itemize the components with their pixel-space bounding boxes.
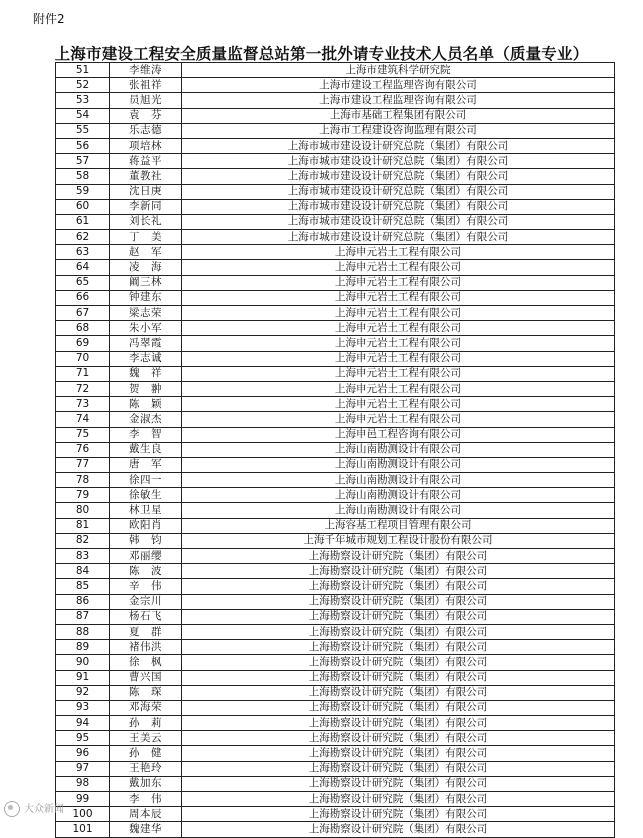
row-number: 51 xyxy=(56,63,110,78)
employer-unit: 上海勘察设计研究院（集团）有限公司 xyxy=(182,624,615,639)
person-name: 梁志荣 xyxy=(110,306,182,321)
person-name: 褚伟洪 xyxy=(110,640,182,655)
row-number: 81 xyxy=(56,518,110,533)
person-name: 王美云 xyxy=(110,731,182,746)
person-name: 丁 美 xyxy=(110,230,182,245)
person-name: 曹兴国 xyxy=(110,670,182,685)
person-name: 徐 枫 xyxy=(110,655,182,670)
person-name: 袁 芬 xyxy=(110,108,182,123)
person-name: 金宗川 xyxy=(110,594,182,609)
employer-unit: 上海勘察设计研究院（集团）有限公司 xyxy=(182,700,615,715)
table-row xyxy=(56,260,615,275)
person-name: 孙 莉 xyxy=(110,716,182,731)
table-row xyxy=(56,670,615,685)
table-row xyxy=(56,457,615,472)
row-number: 64 xyxy=(56,260,110,275)
table-row xyxy=(56,655,615,670)
employer-unit: 上海市建筑科学研究院 xyxy=(182,63,615,78)
person-name: 欧阳肖 xyxy=(110,518,182,533)
watermark-logo-icon xyxy=(4,801,20,817)
employer-unit: 上海山南勘测设计有限公司 xyxy=(182,457,615,472)
employer-unit: 上海申元岩土工程有限公司 xyxy=(182,321,615,336)
row-number: 88 xyxy=(56,624,110,639)
table-row xyxy=(56,290,615,305)
person-name: 李 伟 xyxy=(110,792,182,807)
row-number: 101 xyxy=(56,822,110,837)
table-row xyxy=(56,609,615,624)
person-name: 李新同 xyxy=(110,199,182,214)
row-number: 79 xyxy=(56,488,110,503)
row-number: 84 xyxy=(56,564,110,579)
row-number: 53 xyxy=(56,93,110,108)
table-row xyxy=(56,230,615,245)
employer-unit: 上海市工程建设咨询监理有限公司 xyxy=(182,123,615,138)
employer-unit: 上海山南勘测设计有限公司 xyxy=(182,488,615,503)
person-name: 魏 祥 xyxy=(110,366,182,381)
source-watermark xyxy=(4,800,84,820)
row-number: 54 xyxy=(56,108,110,123)
employer-unit: 上海市城市建设设计研究总院（集团）有限公司 xyxy=(182,184,615,199)
employer-unit: 上海勘察设计研究院（集团）有限公司 xyxy=(182,564,615,579)
person-name: 钟建东 xyxy=(110,290,182,305)
person-name: 员旭光 xyxy=(110,93,182,108)
table-row xyxy=(56,351,615,366)
employer-unit: 上海市城市建设设计研究总院（集团）有限公司 xyxy=(182,169,615,184)
row-number: 57 xyxy=(56,154,110,169)
person-name: 陈 波 xyxy=(110,564,182,579)
employer-unit: 上海市建设工程监理咨询有限公司 xyxy=(182,78,615,93)
table-row xyxy=(56,442,615,457)
row-number: 70 xyxy=(56,351,110,366)
employer-unit: 上海勘察设计研究院（集团）有限公司 xyxy=(182,807,615,822)
employer-unit: 上海市城市建设设计研究总院（集团）有限公司 xyxy=(182,199,615,214)
employer-unit: 上海山南勘测设计有限公司 xyxy=(182,442,615,457)
employer-unit: 上海勘察设计研究院（集团）有限公司 xyxy=(182,640,615,655)
employer-unit: 上海勘察设计研究院（集团）有限公司 xyxy=(182,761,615,776)
person-name: 张祖祥 xyxy=(110,78,182,93)
table-row xyxy=(56,594,615,609)
employer-unit: 上海勘察设计研究院（集团）有限公司 xyxy=(182,579,615,594)
row-number: 59 xyxy=(56,184,110,199)
table-row xyxy=(56,306,615,321)
watermark-text: 大众新闻 xyxy=(24,804,64,815)
row-number: 52 xyxy=(56,78,110,93)
attachment-label: 附件2 xyxy=(33,12,65,26)
row-number: 61 xyxy=(56,214,110,229)
row-number: 89 xyxy=(56,640,110,655)
row-number: 100 xyxy=(56,807,110,822)
table-row xyxy=(56,700,615,715)
person-name: 王艳玲 xyxy=(110,761,182,776)
employer-unit: 上海勘察设计研究院（集团）有限公司 xyxy=(182,776,615,791)
table-row xyxy=(56,533,615,548)
person-name: 金淑杰 xyxy=(110,412,182,427)
row-number: 77 xyxy=(56,457,110,472)
row-number: 71 xyxy=(56,366,110,381)
person-name: 凌 海 xyxy=(110,260,182,275)
table-row xyxy=(56,199,615,214)
table-row xyxy=(56,488,615,503)
person-name: 李 智 xyxy=(110,427,182,442)
table-row xyxy=(56,321,615,336)
person-name: 林卫星 xyxy=(110,503,182,518)
row-number: 86 xyxy=(56,594,110,609)
person-name: 赵 军 xyxy=(110,245,182,260)
employer-unit: 上海申元岩土工程有限公司 xyxy=(182,412,615,427)
person-name: 邓海荣 xyxy=(110,700,182,715)
row-number: 72 xyxy=(56,381,110,396)
person-name: 徐四一 xyxy=(110,473,182,488)
row-number: 58 xyxy=(56,169,110,184)
row-number: 55 xyxy=(56,123,110,138)
row-number: 75 xyxy=(56,427,110,442)
table-row xyxy=(56,397,615,412)
person-name: 贺 翀 xyxy=(110,381,182,396)
employer-unit: 上海申元岩土工程有限公司 xyxy=(182,366,615,381)
table-row xyxy=(56,473,615,488)
table-row xyxy=(56,412,615,427)
person-name: 冯翠霞 xyxy=(110,336,182,351)
employer-unit: 上海容基工程项目管理有限公司 xyxy=(182,518,615,533)
employer-unit: 上海申元岩土工程有限公司 xyxy=(182,336,615,351)
employer-unit: 上海勘察设计研究院（集团）有限公司 xyxy=(182,609,615,624)
person-name: 沈日庚 xyxy=(110,184,182,199)
employer-unit: 上海申元岩土工程有限公司 xyxy=(182,351,615,366)
row-number: 98 xyxy=(56,776,110,791)
row-number: 60 xyxy=(56,199,110,214)
row-number: 74 xyxy=(56,412,110,427)
row-number: 63 xyxy=(56,245,110,260)
person-name: 朱小军 xyxy=(110,321,182,336)
table-row xyxy=(56,624,615,639)
row-number: 91 xyxy=(56,670,110,685)
person-name: 项培林 xyxy=(110,138,182,153)
row-number: 80 xyxy=(56,503,110,518)
row-number: 76 xyxy=(56,442,110,457)
employer-unit: 上海勘察设计研究院（集团）有限公司 xyxy=(182,822,615,837)
person-name: 戴生良 xyxy=(110,442,182,457)
employer-unit: 上海申元岩土工程有限公司 xyxy=(182,306,615,321)
table-row xyxy=(56,93,615,108)
row-number: 68 xyxy=(56,321,110,336)
row-number: 65 xyxy=(56,275,110,290)
table-row xyxy=(56,63,615,78)
table-row xyxy=(56,169,615,184)
table-row xyxy=(56,761,615,776)
table-row xyxy=(56,366,615,381)
employer-unit: 上海勘察设计研究院（集团）有限公司 xyxy=(182,594,615,609)
row-number: 94 xyxy=(56,716,110,731)
row-number: 82 xyxy=(56,533,110,548)
table-row xyxy=(56,154,615,169)
row-number: 69 xyxy=(56,336,110,351)
person-name: 董教社 xyxy=(110,169,182,184)
row-number: 93 xyxy=(56,700,110,715)
row-number: 97 xyxy=(56,761,110,776)
table-row xyxy=(56,123,615,138)
person-name: 戴加东 xyxy=(110,776,182,791)
row-number: 90 xyxy=(56,655,110,670)
table-row xyxy=(56,108,615,123)
table-row xyxy=(56,518,615,533)
employer-unit: 上海申元岩土工程有限公司 xyxy=(182,245,615,260)
employer-unit: 上海市基础工程集团有限公司 xyxy=(182,108,615,123)
person-name: 陈 颖 xyxy=(110,397,182,412)
employer-unit: 上海市城市建设设计研究总院（集团）有限公司 xyxy=(182,230,615,245)
row-number: 67 xyxy=(56,306,110,321)
table-row xyxy=(56,503,615,518)
employer-unit: 上海申元岩土工程有限公司 xyxy=(182,260,615,275)
person-name: 孙 健 xyxy=(110,746,182,761)
table-row xyxy=(56,549,615,564)
person-name: 辛 伟 xyxy=(110,579,182,594)
personnel-table-body xyxy=(56,63,615,838)
table-row xyxy=(56,685,615,700)
person-name: 邓丽缨 xyxy=(110,549,182,564)
employer-unit: 上海勘察设计研究院（集团）有限公司 xyxy=(182,655,615,670)
row-number: 62 xyxy=(56,230,110,245)
row-number: 85 xyxy=(56,579,110,594)
row-number: 99 xyxy=(56,792,110,807)
table-row xyxy=(56,138,615,153)
person-name: 魏建华 xyxy=(110,822,182,837)
table-row xyxy=(56,214,615,229)
employer-unit: 上海勘察设计研究院（集团）有限公司 xyxy=(182,549,615,564)
table-row xyxy=(56,336,615,351)
employer-unit: 上海申邑工程咨询有限公司 xyxy=(182,427,615,442)
employer-unit: 上海申元岩土工程有限公司 xyxy=(182,275,615,290)
person-name: 李志诚 xyxy=(110,351,182,366)
table-row xyxy=(56,822,615,837)
employer-unit: 上海勘察设计研究院（集团）有限公司 xyxy=(182,716,615,731)
employer-unit: 上海勘察设计研究院（集团）有限公司 xyxy=(182,792,615,807)
row-number: 92 xyxy=(56,685,110,700)
row-number: 66 xyxy=(56,290,110,305)
person-name: 乐志德 xyxy=(110,123,182,138)
person-name: 周本辰 xyxy=(110,807,182,822)
row-number: 56 xyxy=(56,138,110,153)
person-name: 阚三林 xyxy=(110,275,182,290)
employer-unit: 上海市城市建设设计研究总院（集团）有限公司 xyxy=(182,154,615,169)
employer-unit: 上海山南勘测设计有限公司 xyxy=(182,473,615,488)
employer-unit: 上海市建设工程监理咨询有限公司 xyxy=(182,93,615,108)
row-number: 96 xyxy=(56,746,110,761)
table-row xyxy=(56,427,615,442)
table-row xyxy=(56,275,615,290)
table-row xyxy=(56,731,615,746)
person-name: 夏 群 xyxy=(110,624,182,639)
employer-unit: 上海申元岩土工程有限公司 xyxy=(182,397,615,412)
employer-unit: 上海市城市建设设计研究总院（集团）有限公司 xyxy=(182,138,615,153)
table-row xyxy=(56,564,615,579)
employer-unit: 上海勘察设计研究院（集团）有限公司 xyxy=(182,731,615,746)
table-row xyxy=(56,716,615,731)
personnel-table xyxy=(55,62,615,838)
table-row xyxy=(56,807,615,822)
table-row xyxy=(56,640,615,655)
document-title: 上海市建设工程安全质量监督总站第一批外请专业技术人员名单（质量专业） xyxy=(54,45,589,63)
employer-unit: 上海勘察设计研究院（集团）有限公司 xyxy=(182,685,615,700)
employer-unit: 上海山南勘测设计有限公司 xyxy=(182,503,615,518)
employer-unit: 上海市城市建设设计研究总院（集团）有限公司 xyxy=(182,214,615,229)
person-name: 韩 钧 xyxy=(110,533,182,548)
employer-unit: 上海千年城市规划工程设计股份有限公司 xyxy=(182,533,615,548)
person-name: 蒋益平 xyxy=(110,154,182,169)
employer-unit: 上海勘察设计研究院（集团）有限公司 xyxy=(182,746,615,761)
person-name: 唐 军 xyxy=(110,457,182,472)
employer-unit: 上海申元岩土工程有限公司 xyxy=(182,381,615,396)
person-name: 李维涛 xyxy=(110,63,182,78)
row-number: 83 xyxy=(56,549,110,564)
table-row xyxy=(56,746,615,761)
row-number: 78 xyxy=(56,473,110,488)
row-number: 87 xyxy=(56,609,110,624)
table-row xyxy=(56,381,615,396)
person-name: 徐敏生 xyxy=(110,488,182,503)
table-row xyxy=(56,579,615,594)
employer-unit: 上海勘察设计研究院（集团）有限公司 xyxy=(182,670,615,685)
table-row xyxy=(56,776,615,791)
person-name: 陈 琛 xyxy=(110,685,182,700)
table-row xyxy=(56,792,615,807)
table-row xyxy=(56,78,615,93)
person-name: 刘长礼 xyxy=(110,214,182,229)
row-number: 73 xyxy=(56,397,110,412)
row-number: 95 xyxy=(56,731,110,746)
table-row xyxy=(56,245,615,260)
table-row xyxy=(56,184,615,199)
employer-unit: 上海申元岩土工程有限公司 xyxy=(182,290,615,305)
person-name: 杨石飞 xyxy=(110,609,182,624)
